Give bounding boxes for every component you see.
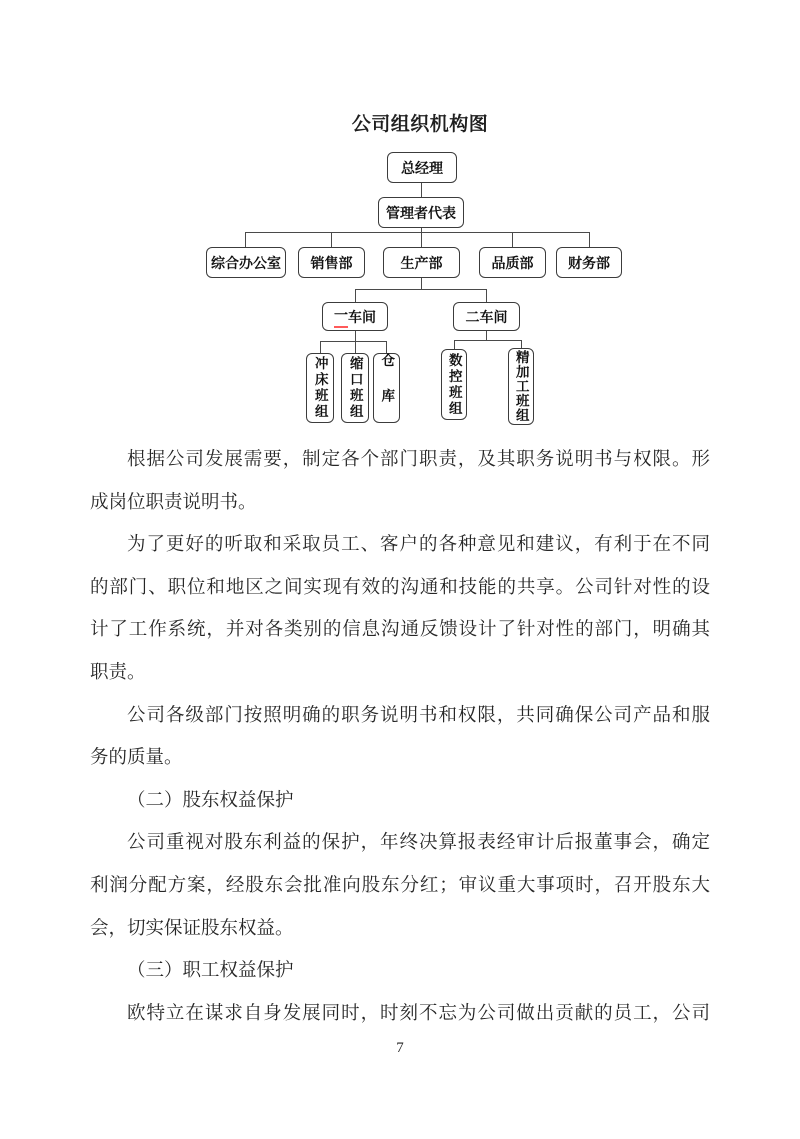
org-node-management-rep: 管理者代表 (378, 197, 464, 228)
org-node-finance-dept: 财务部 (556, 247, 622, 278)
body-line: 欧特立在谋求自身发展同时，时刻不忘为公司做出贡献的员工，公司 (127, 1003, 710, 1024)
body-line: 的部门、职位和地区之间实现有效的沟通和技能的共享。公司针对性的设 (90, 577, 710, 598)
body-line: 职责。 (90, 662, 146, 683)
connector-line (355, 341, 356, 353)
org-node-punch-team: 冲床班组 (306, 353, 334, 423)
connector-line (486, 331, 487, 340)
body-line: 利润分配方案，经股东会批准向股东分红；审议重大事项时，召开股东大 (90, 875, 710, 896)
connector-line (421, 232, 422, 247)
connector-line (331, 232, 332, 247)
section-heading-employees: （三）职工权益保护 (127, 961, 294, 982)
connector-line (320, 341, 321, 353)
connector-line (320, 341, 386, 342)
org-node-quality-dept: 品质部 (479, 247, 546, 278)
misspell-underline: 一 (334, 305, 348, 328)
connector-line (454, 340, 455, 349)
body-line: 会，切实保证股东权益。 (90, 918, 294, 939)
body-text (90, 439, 710, 1035)
org-node-general-manager: 总经理 (387, 152, 457, 183)
org-node-finishing-team: 精加工班组 (508, 348, 534, 425)
body-line: 为了更好的听取和采取员工、客户的各种意见和建议，有利于在不同 (127, 535, 710, 556)
org-node-sales-dept: 销售部 (298, 247, 365, 278)
page-number: 7 (396, 1040, 404, 1056)
body-line: 务的质量。 (90, 748, 183, 769)
connector-line (421, 183, 422, 198)
connector-line (245, 232, 246, 247)
connector-line (355, 289, 486, 290)
org-node-warehouse: 仓库 (373, 353, 400, 423)
org-node-workshop-2: 二车间 (453, 302, 520, 331)
org-node-general-office: 综合办公室 (206, 247, 286, 278)
body-line: 根据公司发展需要，制定各个部门职责，及其职务说明书与权限。形 (127, 450, 710, 470)
connector-line (589, 232, 590, 247)
connector-line (245, 232, 590, 233)
connector-line (521, 340, 522, 348)
connector-line (454, 340, 521, 341)
org-node-necking-team: 缩口班组 (341, 353, 369, 423)
connector-line (355, 289, 356, 302)
body-line: 成岗位职责说明书。 (90, 492, 257, 513)
body-line: 公司各级部门按照明确的职务说明书和权限，共同确保公司产品和服 (127, 705, 710, 726)
section-heading-shareholders: （二）股东权益保护 (127, 790, 294, 811)
org-node-cnc-team: 数控班组 (441, 349, 467, 420)
connector-line (386, 341, 387, 353)
connector-line (486, 289, 487, 302)
body-line: 公司重视对股东利益的保护，年终决算报表经审计后报董事会，确定 (127, 833, 710, 854)
org-node-workshop-1: 一 车间 (322, 302, 388, 331)
chart-title: 公司组织机构图 (351, 114, 489, 135)
org-node-production-dept: 生产部 (383, 247, 460, 278)
body-line: 计了工作系统，并对各类别的信息沟通反馈设计了针对性的部门，明确其 (90, 620, 710, 641)
connector-line (512, 232, 513, 247)
